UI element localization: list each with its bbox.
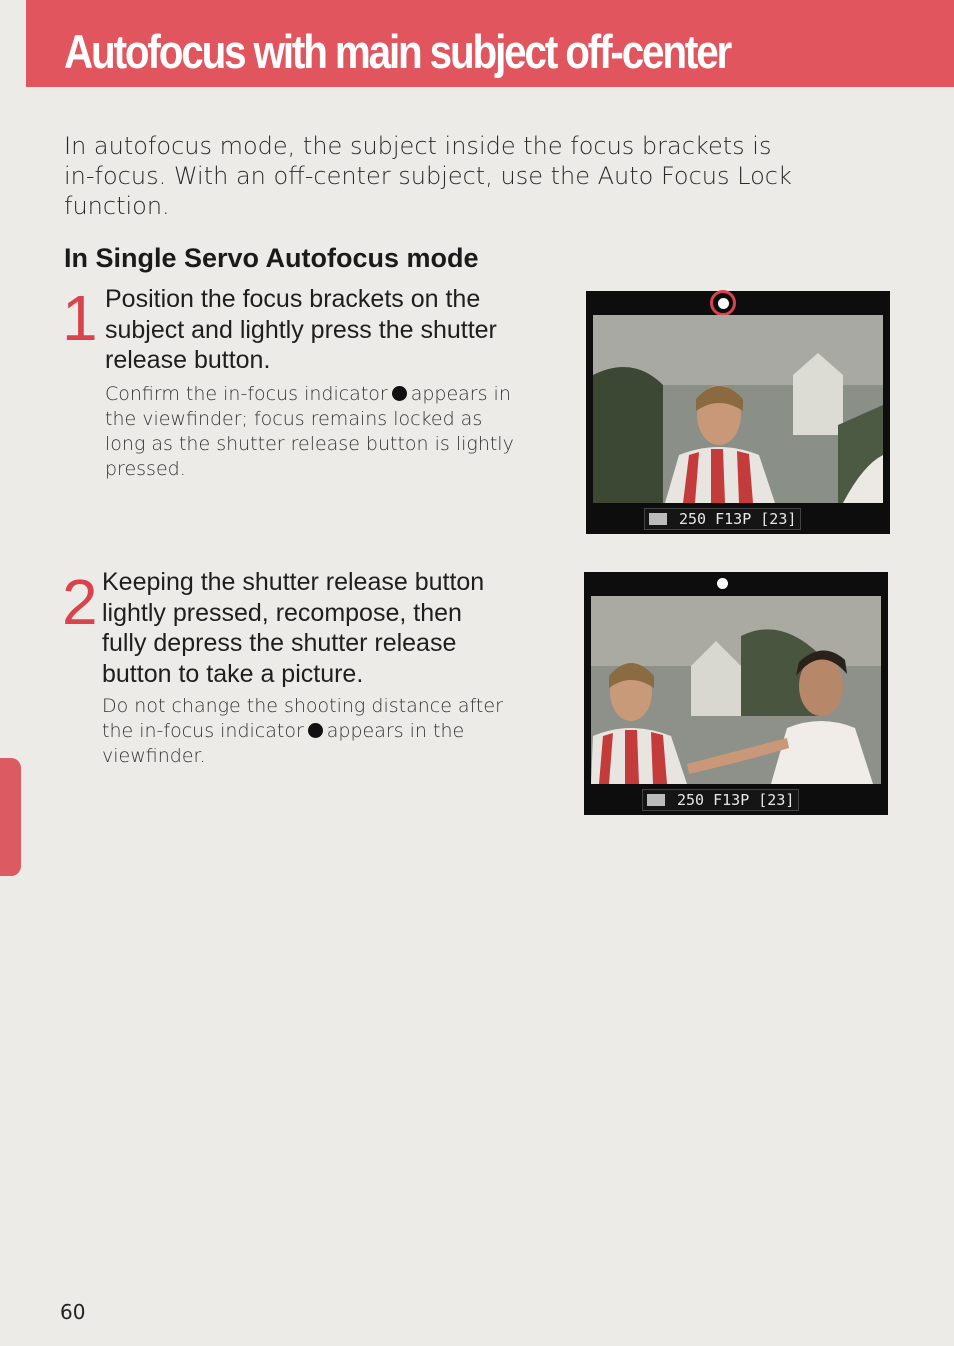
exposure-readout: 250 F13P [23]: [642, 789, 799, 811]
viewfinder-photo-1: [593, 315, 883, 503]
step-1-note-line: the viewfinder; focus remains locked as: [105, 408, 483, 430]
meter-icon: [647, 794, 665, 806]
step-1-line: release button.: [105, 346, 271, 374]
intro-line: in-focus. With an off-center subject, use the Auto Focus Lock: [64, 162, 792, 190]
exposure-readout: 250 F13P [23]: [644, 508, 801, 530]
page-title: Autofocus with main subject off-center: [64, 25, 731, 78]
step-1-line: Position the focus brackets on the: [105, 285, 481, 313]
in-focus-indicator-icon: [392, 386, 407, 401]
step-1-note-line: pressed.: [105, 458, 186, 480]
page-number: 60: [60, 1300, 86, 1324]
viewfinder-image-2: [584, 572, 888, 815]
step-2-line: fully depress the shutter release: [102, 629, 457, 657]
meter-icon: [649, 513, 667, 525]
in-focus-indicator-icon: [717, 578, 728, 589]
intro-line: function.: [64, 192, 170, 220]
step-2-instruction: [102, 567, 484, 689]
step-1-instruction: [105, 284, 497, 376]
step-2-line: Keeping the shutter release button: [102, 568, 485, 596]
step-1-note: [105, 382, 514, 482]
step-1-line: subject and lightly press the shutter: [105, 315, 497, 344]
step-1-note-line: long as the shutter release button is lightly: [105, 433, 514, 455]
section-heading: In Single Servo Autofocus mode: [64, 243, 479, 273]
step-1-note-line: Confirm the in-focus indicator appears in: [105, 383, 511, 405]
step-2-number: 2: [62, 566, 98, 638]
title-bar: [26, 0, 954, 87]
step-2-line: button to take a picture.: [102, 659, 364, 688]
step-2-note: [102, 694, 503, 769]
step-2-line: lightly pressed, recompose, then: [102, 598, 462, 627]
step-2-note-line: the in-focus indicator appears in the: [102, 720, 465, 742]
viewfinder-photo-2: [591, 596, 881, 784]
step-2-note-line: viewfinder.: [102, 745, 206, 767]
step-2-note-line: Do not change the shooting distance after: [102, 695, 503, 717]
viewfinder-image-1: [586, 291, 890, 534]
chapter-tab: [0, 758, 21, 876]
step-1-number: 1: [62, 282, 98, 354]
intro-line: In autofocus mode, the subject inside the focus brackets is: [64, 132, 772, 160]
intro-paragraph: [64, 131, 884, 221]
in-focus-indicator-icon: [308, 723, 323, 738]
in-focus-indicator-icon: [718, 298, 729, 309]
